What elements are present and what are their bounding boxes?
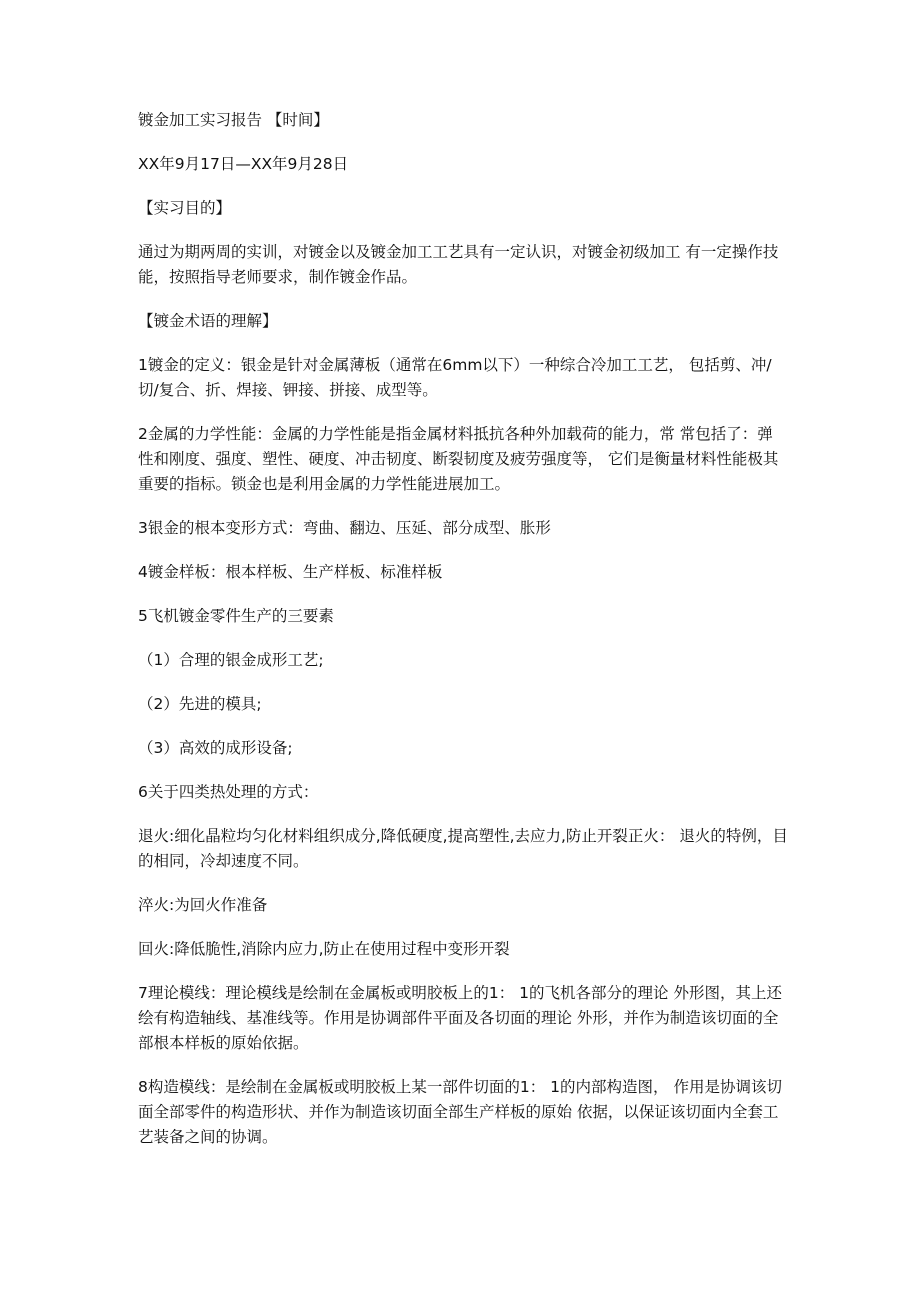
heat-treatment-tempering: 回火:降低脆性,消除内应力,防止在使用过程中变形开裂 xyxy=(138,940,510,958)
term-templates: 4镀金样板：根本样板、生产样板、标准样板 xyxy=(138,563,443,581)
document-body xyxy=(138,108,788,1169)
term-mechanical-properties: 2金属的力学性能：金属的力学性能是指金属材料抵抗各种外加载荷的能力，常 常包括了：弹性和刚度、强度、塑性、硬度、冲击韧度、断裂韧度及疲劳强度等， 它们是衡量材料性能极其重要的指标。锁金也是利用金属的力学性能进展加工。 xyxy=(138,425,779,493)
term-structural-lofting: 8构造模线：是绘制在金属板或明胶板上某一部件切面的1： 1的内部构造图， 作用是协调该切面全部零件的构造形状、并作为制造该切面全部生产样板的原始 依据，以保证该切面内全套工艺装备之间的协调。 xyxy=(138,1078,782,1146)
section-heading-terms: 【镀金术语的理解】 xyxy=(138,312,278,330)
list-item: （1）合理的银金成形工艺; xyxy=(138,651,324,669)
list-item: （2）先进的模具; xyxy=(138,695,262,713)
term-definition: 1镀金的定义：银金是针对金属薄板（通常在6mm以下）一种综合冷加工工艺， 包括剪、冲/切/复合、折、焊接、钾接、拼接、成型等。 xyxy=(138,356,772,399)
heat-treatment-annealing: 退火:细化晶粒均匀化材料组织成分,降低硬度,提高塑性,去应力,防止开裂正火： 退火的特例，目的相同，冷却速度不同。 xyxy=(138,827,788,870)
list-item: （3）高效的成形设备; xyxy=(138,739,293,757)
heat-treatment-quenching: 淬火:为回火作准备 xyxy=(138,896,268,914)
term-theoretical-lofting: 7理论模线：理论模线是绘制在金属板或明胶板上的1： 1的飞机各部分的理论 外形图，其上还绘有构造轴线、基准线等。作用是协调部件平面及各切面的理论 外形，并作为制造该切面的全部根本样板的原始依据。 xyxy=(138,984,782,1052)
date-range: XX年9月17日—XX年9月28日 xyxy=(138,155,349,173)
section-heading-purpose: 【实习目的】 xyxy=(138,199,232,217)
report-title: 镀金加工实习报告 【时间】 xyxy=(138,111,329,129)
term-three-elements: 5飞机镀金零件生产的三要素 xyxy=(138,607,334,625)
term-heat-treatment: 6关于四类热处理的方式： xyxy=(138,783,319,801)
purpose-paragraph: 通过为期两周的实训，对镀金以及镀金加工工艺具有一定认识，对镀金初级加工 有一定操作技能，按照指导老师要求，制作镀金作品。 xyxy=(138,243,779,286)
term-deformation-methods: 3银金的根本变形方式：弯曲、翻边、压延、部分成型、胀形 xyxy=(138,519,551,537)
